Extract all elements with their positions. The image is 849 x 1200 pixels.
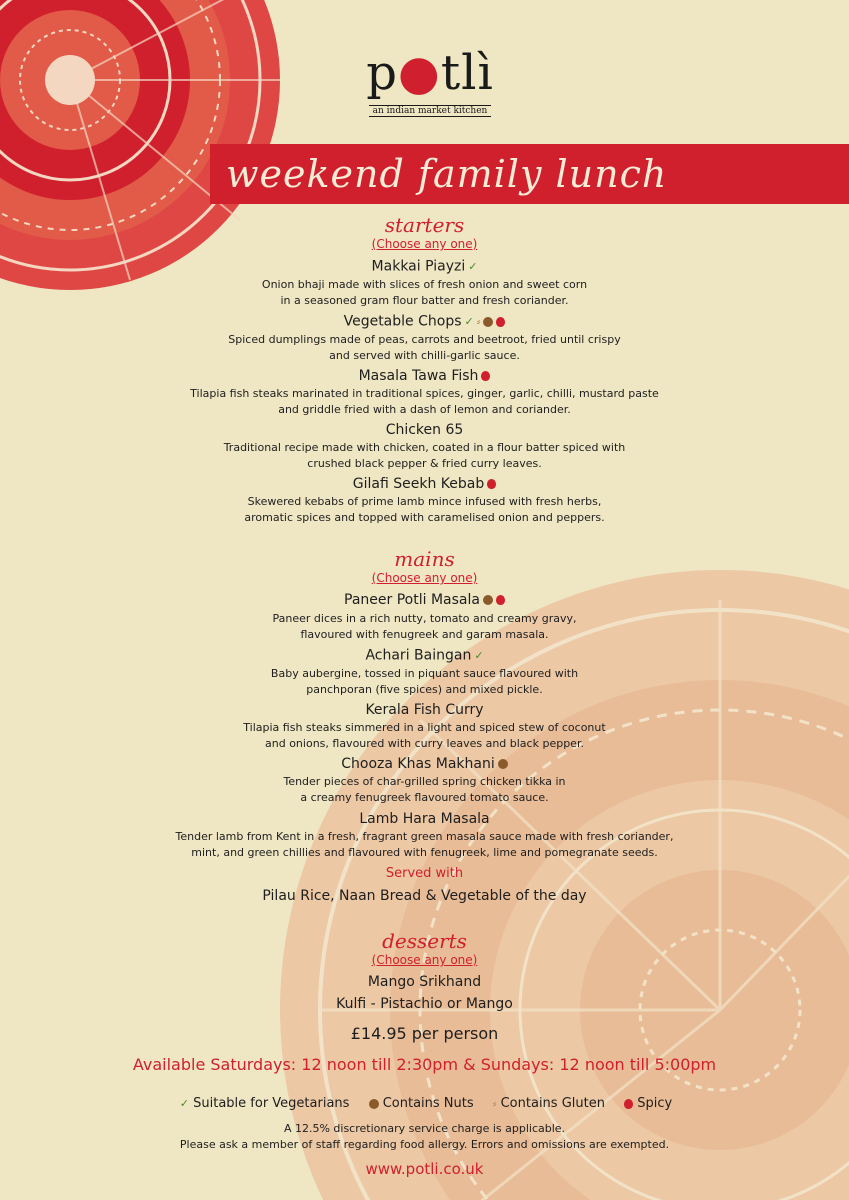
dish-name: Makkai Piayzi ✓: [371, 258, 478, 275]
brand-tagline: an indian market kitchen: [369, 105, 492, 117]
potli-pouch-icon: ●: [397, 45, 441, 101]
dish-desc: Baby aubergine, tossed in piquant sauce flavoured with: [270, 667, 579, 680]
nut-icon: [483, 317, 493, 327]
dish-desc: and onions, flavoured with curry leaves and black pepper.: [265, 737, 584, 750]
desserts-heading: desserts: [382, 929, 467, 953]
dish-desc: mint, and green chillies and flavoured with fenugreek, lime and pomegranate seeds.: [191, 846, 658, 859]
dish-desc: and served with chilli-garlic sauce.: [329, 349, 520, 362]
allergy-note: Please ask a member of staff regarding food allergy. Errors and omissions are exempted.: [179, 1138, 670, 1151]
dish-desc: crushed black pepper & fried curry leaves.: [307, 457, 542, 470]
dish-name: Gilafi Seekh Kebab: [0, 476, 849, 493]
dish-desc: Tilapia fish steaks simmered in a light and spiced stew of coconut: [243, 721, 606, 734]
dish-desc: Skewered kebabs of prime lamb mince infused with fresh herbs,: [247, 495, 602, 508]
nut-icon: [498, 759, 508, 769]
dietary-legend: ✓ Suitable for Vegetarians Contains Nuts ⸗ Contains Gluten Spicy: [179, 1096, 673, 1111]
gluten-icon: ⸗: [492, 1097, 497, 1110]
dish-name: Masala Tawa Fish: [0, 368, 849, 385]
spicy-icon: [496, 317, 505, 327]
dish-name: Paneer Potli Masala: [0, 592, 849, 609]
dish-desc: panchporan (five spices) and mixed pickle.: [306, 683, 543, 696]
dish-desc: in a seasoned gram flour batter and fresh coriander.: [280, 294, 569, 307]
spicy-icon: [496, 595, 505, 605]
vegetarian-icon: ✓: [179, 1097, 189, 1110]
dish-name: Kerala Fish Curry: [365, 702, 484, 718]
dish-desc: Spiced dumplings made of peas, carrots and beetroot, fried until crispy: [228, 333, 621, 346]
mains-heading: mains: [394, 547, 455, 571]
desserts-choose: (Choose any one): [371, 953, 478, 967]
service-charge-note: A 12.5% discretionary service charge is applicable.: [283, 1122, 566, 1135]
vegetarian-icon: ✓: [474, 649, 484, 662]
dish-name: Lamb Hara Masala: [359, 811, 490, 827]
spicy-icon: [624, 1099, 633, 1109]
dessert-item: Mango Srikhand: [367, 974, 482, 990]
spicy-icon: [481, 371, 490, 381]
website-link[interactable]: www.potli.co.uk: [365, 1160, 484, 1178]
dish-name: Chicken 65: [385, 422, 464, 438]
availability-text: Available Saturdays: 12 noon till 2:30pm & Sundays: 12 noon till 5:00pm: [132, 1055, 717, 1074]
sides-text: Pilau Rice, Naan Bread & Vegetable of the day: [262, 888, 587, 904]
potli-logo: [360, 45, 500, 118]
vegetarian-icon: ✓: [468, 260, 478, 273]
nut-icon: [369, 1099, 379, 1109]
mains-choose: (Choose any one): [371, 571, 478, 585]
starters-heading: starters: [384, 213, 465, 237]
nut-icon: [483, 595, 493, 605]
dish-name: Vegetable Chops ✓ ⸗: [0, 313, 849, 331]
dish-name: Chooza Khas Makhani: [0, 756, 849, 773]
dish-desc: Tender pieces of char-grilled spring chicken tikka in: [283, 775, 566, 788]
served-with-label: Served with: [385, 866, 464, 881]
dish-desc: Tilapia fish steaks marinated in traditional spices, ginger, garlic, chilli, mustard paste: [190, 387, 659, 400]
dish-desc: Paneer dices in a rich nutty, tomato and creamy gravy,: [272, 612, 577, 625]
dish-name: Achari Baingan ✓: [365, 647, 484, 664]
vegetarian-icon: ✓: [464, 315, 474, 328]
dish-desc: aromatic spices and topped with caramelised onion and peppers.: [244, 511, 605, 524]
dish-desc: and griddle fried with a dash of lemon and coriander.: [278, 403, 571, 416]
price-text: £14.95 per person: [350, 1024, 499, 1043]
spicy-icon: [487, 479, 496, 489]
dish-desc: Tender lamb from Kent in a fresh, fragrant green masala sauce made with fresh coriander,: [175, 830, 674, 843]
gluten-icon: ⸗: [476, 315, 481, 328]
brand-name: p●tlì: [366, 45, 494, 101]
dish-desc: Traditional recipe made with chicken, coated in a flour batter spiced with: [223, 441, 626, 454]
dish-desc: Onion bhaji made with slices of fresh onion and sweet corn: [261, 278, 588, 291]
dish-desc: flavoured with fenugreek and garam masala.: [300, 628, 549, 641]
starters-choose: (Choose any one): [371, 237, 478, 251]
dish-desc: a creamy fenugreek flavoured tomato sauce.: [300, 791, 549, 804]
dessert-item: Kulfi - Pistachio or Mango: [336, 996, 513, 1012]
page-title: weekend family lunch: [226, 152, 668, 196]
